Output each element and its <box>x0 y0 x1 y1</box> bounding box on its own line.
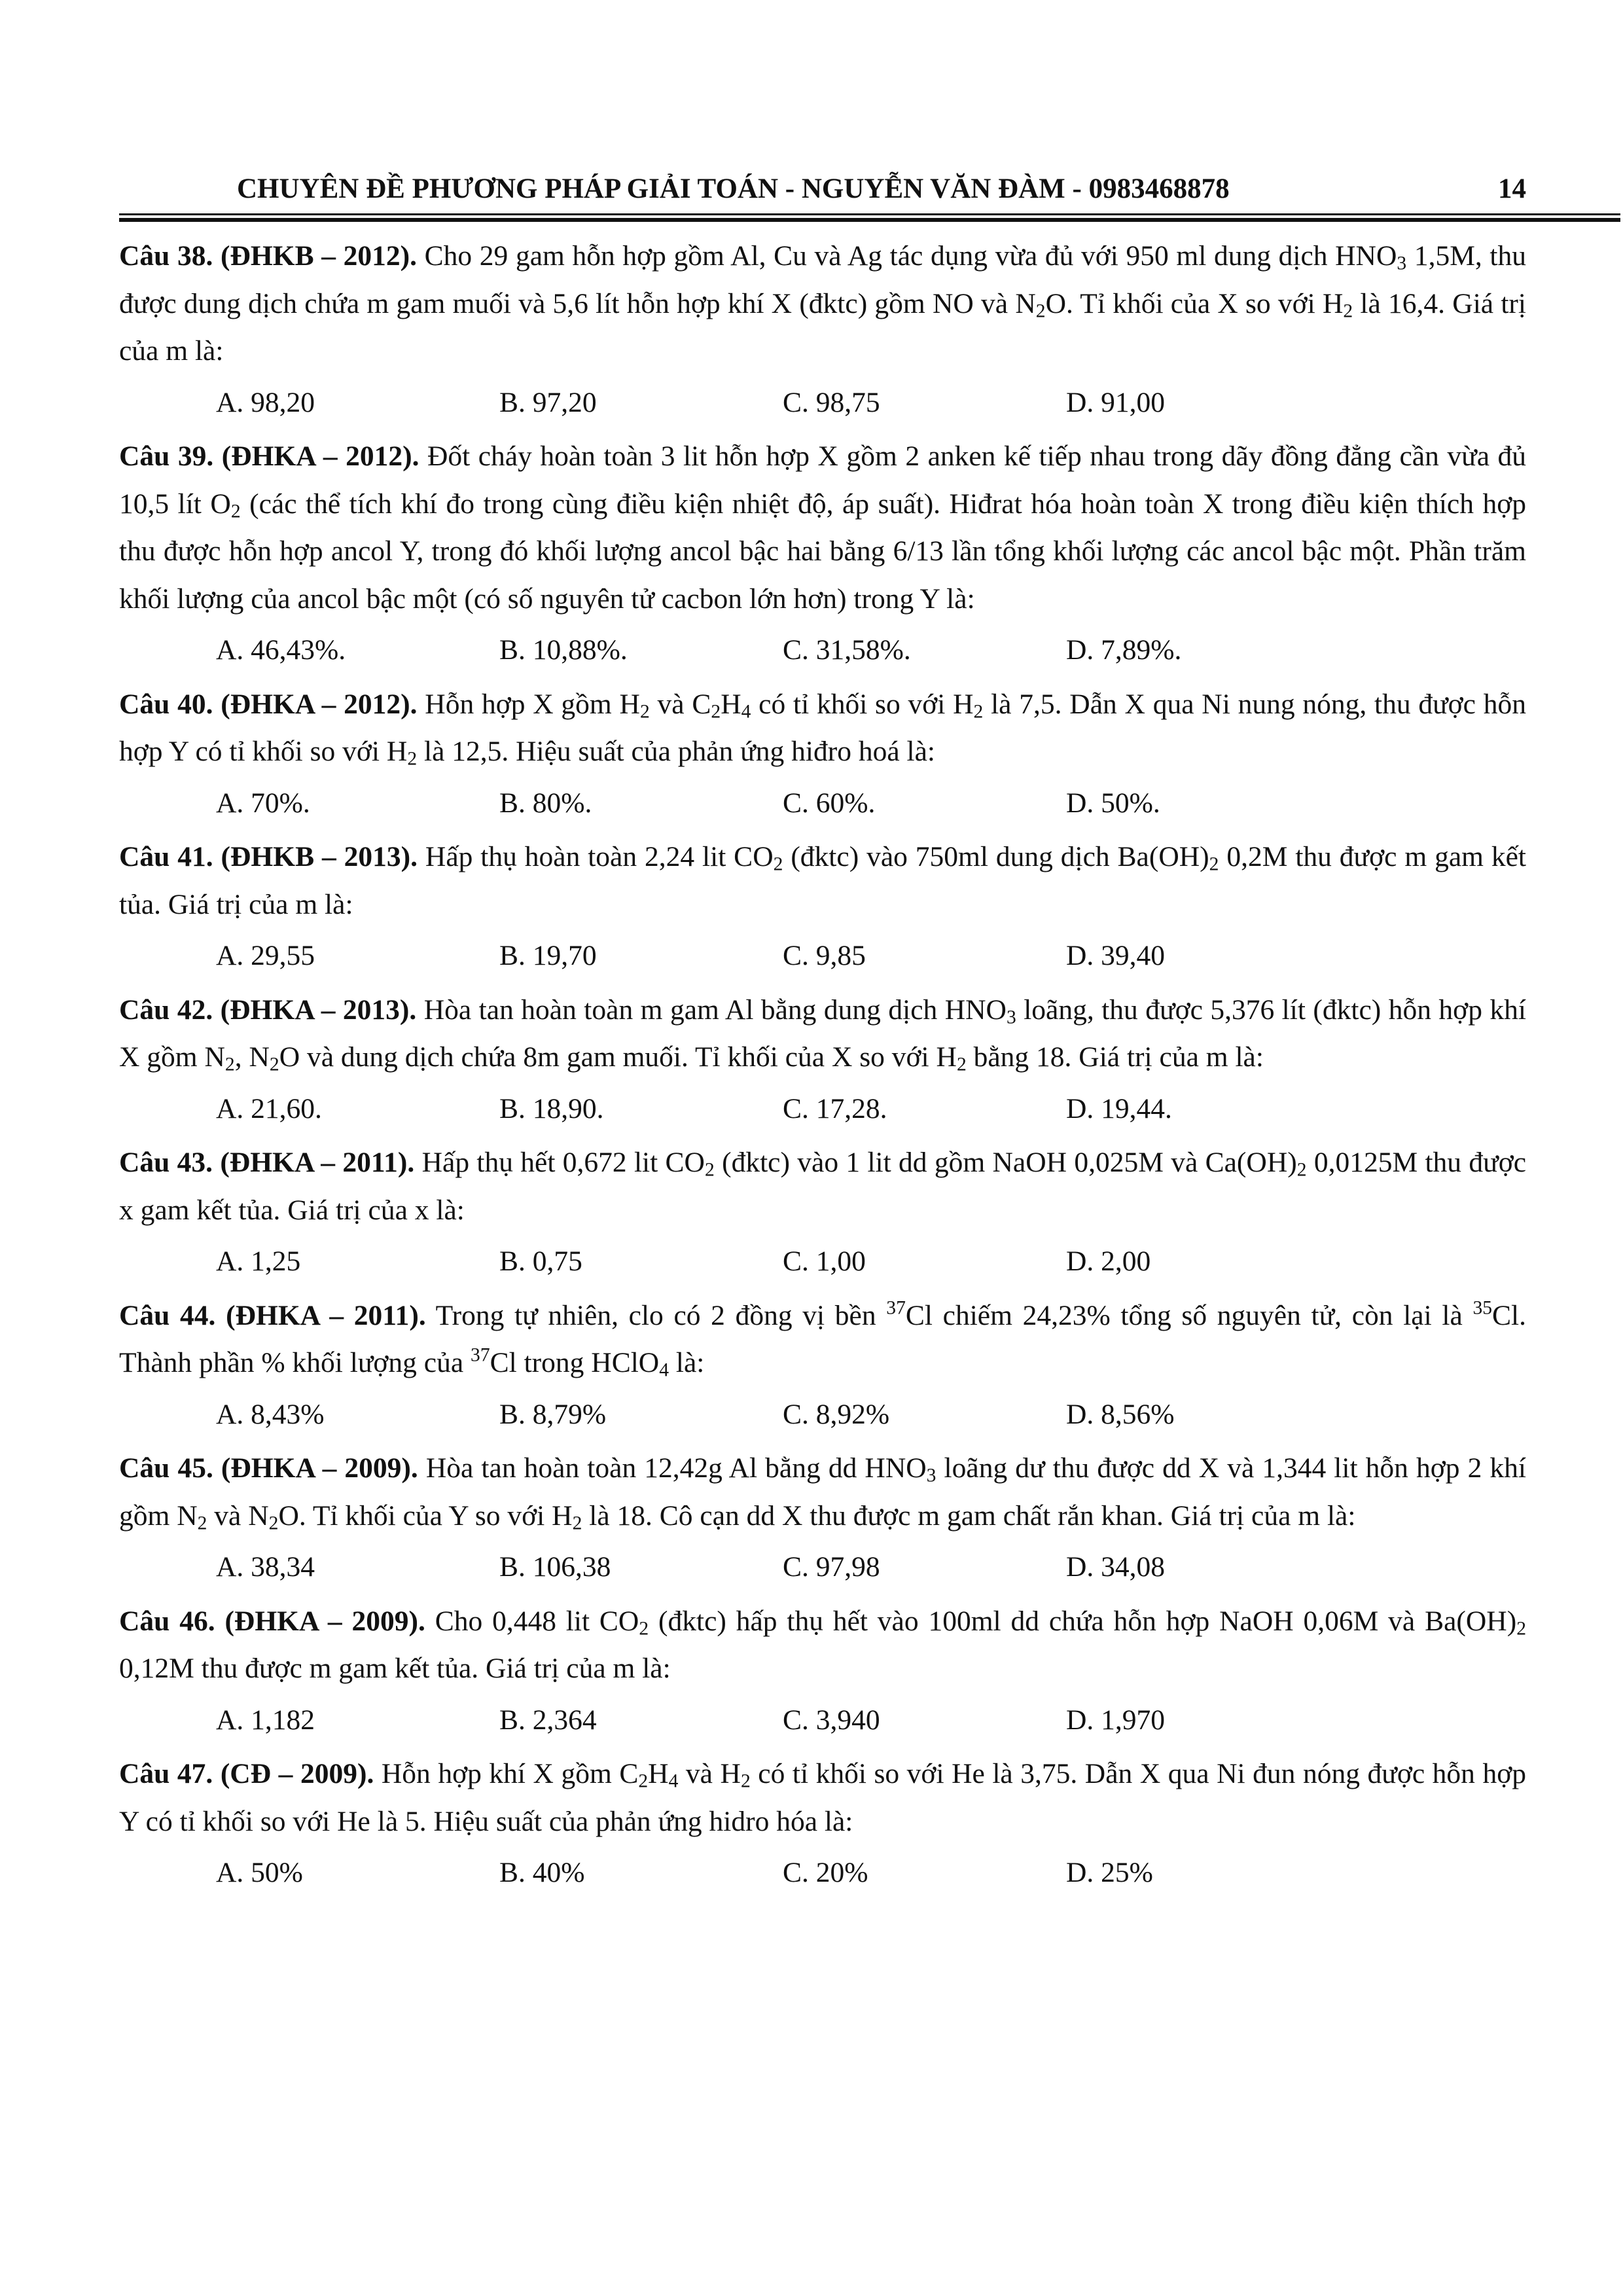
subscript: 2 <box>1343 300 1353 321</box>
question-text-segment: là 18. Cô cạn dd X thu được m gam chất rắn khan. Giá trị của m là: <box>582 1499 1356 1532</box>
subscript: 2 <box>572 1513 582 1534</box>
question-text-segment: (đktc) hấp thụ hết vào 100ml dd chứa hỗn hợp NaOH 0,06M và Ba(OH) <box>649 1605 1517 1637</box>
subscript: 2 <box>704 1159 715 1181</box>
option-b: B. 80%. <box>499 787 592 819</box>
subscript: 2 <box>638 1770 649 1792</box>
subscript: 2 <box>711 701 721 722</box>
subscript: 2 <box>1296 1159 1307 1181</box>
option-d: D. 34,08 <box>1066 1551 1166 1583</box>
answer-options <box>119 1849 1526 1897</box>
question <box>119 433 1526 674</box>
option-b: B. 97,20 <box>499 386 597 418</box>
option-d: D. 1,970 <box>1066 1704 1166 1736</box>
question-text-segment: bằng 18. Giá trị của m là: <box>966 1041 1264 1073</box>
option-c: C. 17,28. <box>783 1092 887 1124</box>
option-b: B. 40% <box>499 1857 585 1888</box>
question-text-segment: (đktc) vào 1 lit dd gồm NaOH 0,025M và Ca(OH) <box>714 1147 1297 1178</box>
question-text-segment: O. Tỉ khối của Y so với H <box>278 1499 573 1532</box>
question-text-segment: Hòa tan hoàn toàn m gam Al bằng dung dịch HNO <box>416 994 1007 1026</box>
question-text-segment: 0,12M thu được m gam kết tủa. Giá trị của m là: <box>119 1653 671 1684</box>
question-text <box>119 232 1526 375</box>
question-label: Câu 38. (ĐHKB – 2012). <box>119 240 417 272</box>
header-rule-thick <box>119 218 1620 222</box>
option-d: D. 7,89%. <box>1066 634 1182 666</box>
question-text <box>119 833 1526 928</box>
question-text-segment: là: <box>669 1347 705 1378</box>
question-text-segment: Đốt cháy hoàn toàn 3 lit hỗn hợp X gồm 2 anken kế tiếp nhau trong dãy đồng đẳng cần vừa đủ 10,5 lít O <box>119 440 1527 520</box>
option-b: B. 106,38 <box>499 1551 611 1583</box>
option-a: A. 70%. <box>216 787 310 819</box>
option-a: A. 38,34 <box>216 1551 315 1583</box>
option-b: B. 0,75 <box>499 1246 582 1277</box>
question-text-segment: Cho 0,448 lit CO <box>425 1605 639 1637</box>
option-a: A. 46,43%. <box>216 634 346 666</box>
question-label: Câu 41. (ĐHKB – 2013). <box>119 841 418 872</box>
option-c: C. 9,85 <box>783 940 866 971</box>
option-b: B. 8,79% <box>499 1398 607 1430</box>
question-text-segment: Hấp thụ hết 0,672 lit CO <box>414 1147 705 1178</box>
subscript: 2 <box>224 1054 235 1075</box>
option-d: D. 19,44. <box>1066 1092 1172 1124</box>
question-text-segment: loãng dư thu được dd X và 1,344 lit hỗn hợp 2 khí gồm N <box>119 1452 1526 1532</box>
subscript: 2 <box>407 748 418 770</box>
option-c: C. 8,92% <box>783 1398 890 1430</box>
subscript: 2 <box>1516 1618 1526 1639</box>
question-text <box>119 433 1526 622</box>
option-c: C. 97,98 <box>783 1551 880 1583</box>
option-a: A. 1,182 <box>216 1704 315 1736</box>
question-list <box>119 232 1526 1903</box>
question-text-segment: loãng, thu được 5,376 lít (đktc) hỗn hợp khí X gồm N <box>119 994 1526 1073</box>
question-text-segment: 0,0125M thu được x gam kết tủa. Giá trị của x là: <box>119 1147 1527 1226</box>
subscript: 4 <box>659 1359 669 1381</box>
question-text-segment: là 12,5. Hiệu suất của phản ứng hiđro hoá là: <box>417 736 935 767</box>
question-label: Câu 47. (CĐ – 2009). <box>119 1758 374 1789</box>
answer-options <box>119 626 1526 674</box>
page-header <box>119 169 1526 209</box>
option-c: C. 20% <box>783 1857 868 1888</box>
question-text-segment: và N <box>207 1499 269 1532</box>
question-text <box>119 1444 1526 1539</box>
question-text-segment: H <box>721 688 741 720</box>
option-d: D. 50%. <box>1066 787 1160 819</box>
subscript: 2 <box>269 1054 279 1075</box>
header-rule-thin <box>119 213 1620 215</box>
option-a: A. 8,43% <box>216 1398 325 1430</box>
question-label: Câu 42. (ĐHKA – 2013). <box>119 994 417 1026</box>
question-text-segment: , N <box>234 1041 270 1073</box>
option-d: D. 25% <box>1066 1857 1153 1888</box>
question-text-segment: Cl trong HClO <box>490 1347 660 1378</box>
question-text <box>119 986 1526 1081</box>
subscript: 4 <box>741 701 751 722</box>
question <box>119 681 1526 827</box>
question-text <box>119 1598 1526 1693</box>
question <box>119 1139 1526 1285</box>
page-number: 14 <box>1498 173 1526 204</box>
superscript: 37 <box>471 1344 490 1366</box>
option-c: C. 1,00 <box>783 1246 866 1277</box>
option-c: C. 98,75 <box>783 386 880 418</box>
option-b: B. 19,70 <box>499 940 597 971</box>
subscript: 2 <box>1209 853 1219 875</box>
answer-options <box>119 1391 1526 1439</box>
superscript: 35 <box>1472 1297 1493 1319</box>
question-text-segment: H <box>648 1758 669 1789</box>
answer-options <box>119 932 1526 980</box>
question-text <box>119 1750 1526 1845</box>
question-label: Câu 45. (ĐHKA – 2009). <box>119 1452 418 1484</box>
subscript: 2 <box>639 701 650 722</box>
subscript: 2 <box>639 1618 649 1639</box>
question-text-segment: và H <box>678 1758 741 1789</box>
header-title: CHUYÊN ĐỀ PHƯƠNG PHÁP GIẢI TOÁN - NGUYỄN VĂN ĐÀM - 0983468878 <box>237 173 1230 204</box>
question-label: Câu 43. (ĐHKA – 2011). <box>119 1147 415 1178</box>
answer-options <box>119 780 1526 827</box>
question-text-segment: Cl chiếm 24,23% tổng số nguyên tử, còn lại là <box>905 1299 1473 1331</box>
option-a: A. 50% <box>216 1857 303 1888</box>
answer-options <box>119 1238 1526 1285</box>
question-text-segment: và C <box>649 688 711 720</box>
question <box>119 986 1526 1133</box>
question-label: Câu 44. (ĐHKA – 2011). <box>119 1299 426 1331</box>
option-d: D. 2,00 <box>1066 1246 1151 1277</box>
question <box>119 1750 1526 1897</box>
option-c: C. 60%. <box>783 787 876 819</box>
answer-options <box>119 1543 1526 1591</box>
question-text <box>119 681 1526 776</box>
question <box>119 1598 1526 1744</box>
question-text <box>119 1292 1526 1387</box>
question <box>119 1292 1526 1439</box>
question-text-segment: 1,5M, thu được dung dịch chứa m gam muối và 5,6 lít hỗn hợp khí X (đktc) gồm NO và N <box>119 240 1526 319</box>
question-text-segment: (đktc) vào 750ml dung dịch Ba(OH) <box>783 841 1209 872</box>
subscript: 2 <box>773 853 783 875</box>
question <box>119 232 1526 426</box>
subscript: 3 <box>1006 1007 1016 1028</box>
subscript: 2 <box>268 1513 279 1534</box>
question-text-segment: (các thể tích khí đo trong cùng điều kiện nhiệt độ, áp suất). Hiđrat hóa hoàn toàn X trong điều kiện thích hợp thu được hỗn hợp ancol Y, trong đó khối lượng ancol bậc hai bằng 6/13 lần tổng khối lượng các ancol bậc một. Phần trăm khối lượng của ancol bậc một (có số nguyên tử cacbon lớn hơn) trong Y là: <box>119 488 1527 615</box>
option-a: A. 29,55 <box>216 940 315 971</box>
superscript: 37 <box>886 1297 906 1319</box>
question-text-segment: là 7,5. Dẫn X qua Ni nung nóng, thu được hỗn hợp Y có tỉ khối so với H <box>119 688 1526 767</box>
question-text-segment: Hỗn hợp khí X gồm C <box>374 1758 639 1789</box>
subscript: 3 <box>1397 253 1407 274</box>
question <box>119 1444 1526 1591</box>
question-text-segment: 0,2M thu được m gam kết tủa. Giá trị của m là: <box>119 841 1526 920</box>
option-a: A. 98,20 <box>216 386 315 418</box>
subscript: 2 <box>956 1054 967 1075</box>
subscript: 4 <box>668 1770 679 1792</box>
question-text-segment: Trong tự nhiên, clo có 2 đồng vị bền <box>425 1299 887 1331</box>
question-label: Câu 39. (ĐHKA – 2012). <box>119 440 419 472</box>
question <box>119 833 1526 980</box>
option-a: A. 21,60. <box>216 1092 322 1124</box>
subscript: 2 <box>973 701 984 722</box>
option-d: D. 39,40 <box>1066 940 1166 971</box>
subscript: 2 <box>740 1770 751 1792</box>
question-text-segment: Hòa tan hoàn toàn 12,42g Al bằng dd HNO <box>418 1452 927 1484</box>
option-d: D. 91,00 <box>1066 386 1166 418</box>
option-c: C. 31,58%. <box>783 634 911 666</box>
question-label: Câu 40. (ĐHKA – 2012). <box>119 688 418 720</box>
answer-options <box>119 1696 1526 1744</box>
question-label: Câu 46. (ĐHKA – 2009). <box>119 1605 425 1637</box>
subscript: 2 <box>1035 300 1046 321</box>
subscript: 3 <box>926 1465 936 1486</box>
question-text-segment: có tỉ khối so với He là 3,75. Dẫn X qua Ni đun nóng được hỗn hợp Y có tỉ khối so với He là 5. Hiệu suất của phản ứng hidro hóa là: <box>119 1758 1526 1837</box>
question-text-segment: Cho 29 gam hỗn hợp gồm Al, Cu và Ag tác dụng vừa đủ với 950 ml dung dịch HNO <box>417 240 1397 272</box>
subscript: 2 <box>197 1513 207 1534</box>
option-b: B. 18,90. <box>499 1092 604 1124</box>
question-text-segment: Hấp thụ hoàn toàn 2,24 lit CO <box>418 841 774 872</box>
answer-options <box>119 1085 1526 1133</box>
option-a: A. 1,25 <box>216 1246 301 1277</box>
question-text-segment: Hỗn hợp X gồm H <box>417 688 640 720</box>
option-b: B. 10,88%. <box>499 634 628 666</box>
option-b: B. 2,364 <box>499 1704 597 1736</box>
option-d: D. 8,56% <box>1066 1398 1175 1430</box>
question-text-segment: là 16,4. Giá trị của m là: <box>119 287 1526 367</box>
question-text-segment: O và dung dịch chứa 8m gam muối. Tỉ khối của X so với H <box>279 1041 957 1073</box>
question-text-segment: O. Tỉ khối của X so với H <box>1045 287 1344 319</box>
question-text-segment: có tỉ khối so với H <box>751 688 974 720</box>
subscript: 2 <box>230 501 241 522</box>
answer-options <box>119 379 1526 427</box>
question-text-segment: Cl. Thành phần % khối lượng của <box>119 1299 1526 1378</box>
option-c: C. 3,940 <box>783 1704 880 1736</box>
question-text <box>119 1139 1526 1234</box>
